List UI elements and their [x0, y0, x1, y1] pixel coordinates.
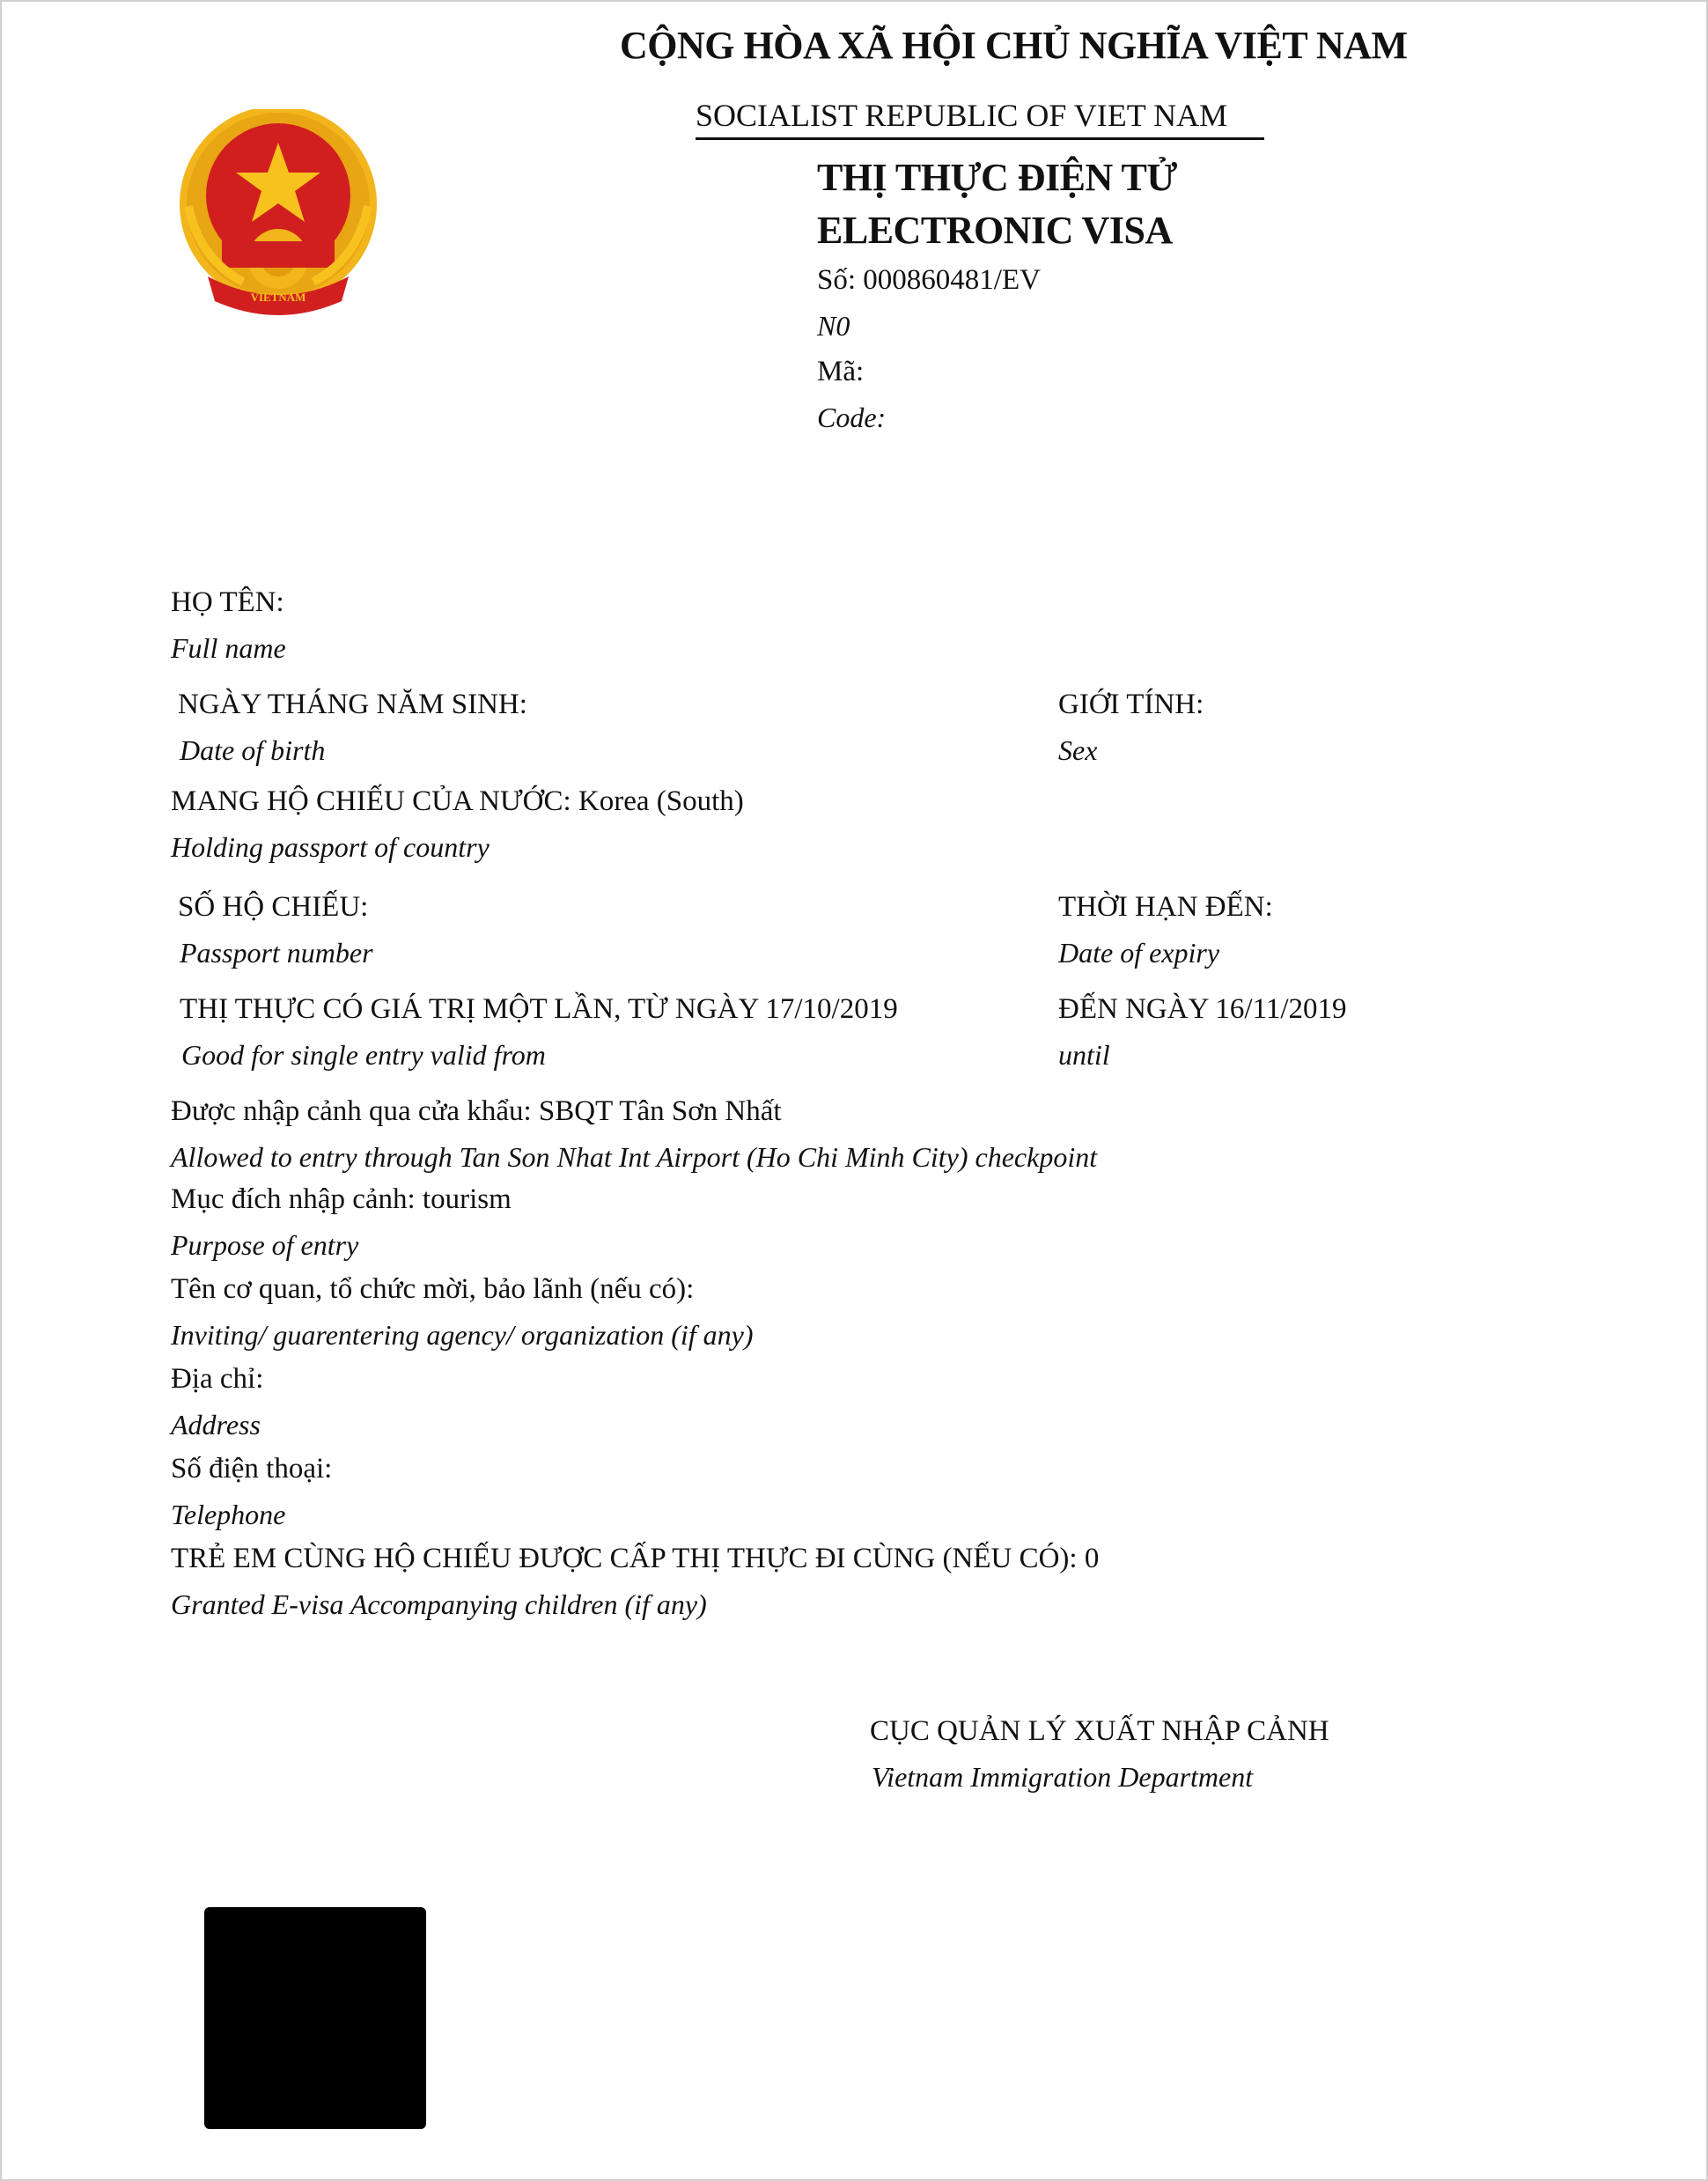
country-name-vn: CỘNG HÒA XÃ HỘI CHỦ NGHĨA VIỆT NAM	[620, 24, 1408, 67]
dob-label: NGÀY THÁNG NĂM SINH:	[178, 689, 527, 720]
issuer-en: Vietnam Immigration Department	[872, 1761, 1254, 1793]
country-underline	[696, 137, 1264, 140]
purpose: Mục đích nhập cảnh: tourism	[171, 1183, 512, 1215]
dob-label-en: Date of birth	[180, 734, 326, 766]
emblem-text: VIETNAM	[250, 291, 306, 304]
inviting-agency-en: Inviting/ guarentering agency/ organization (if any)	[171, 1319, 754, 1351]
purpose-en: Purpose of entry	[171, 1229, 359, 1261]
children-label: TRẺ EM CÙNG HỘ CHIẾU ĐƯỢC CẤP THỊ THỰC ĐI CÙNG (NẾU CÓ): 0	[171, 1543, 1100, 1574]
valid-from-en: Good for single entry valid from	[181, 1039, 546, 1071]
children-label-en: Granted E-visa Accompanying children (if any)	[171, 1588, 707, 1620]
address-label: Địa chỉ:	[171, 1363, 264, 1395]
full-name-label: HỌ TÊN:	[171, 586, 284, 618]
full-name-label-en: Full name	[171, 632, 286, 664]
national-emblem	[173, 109, 384, 321]
sex-label: GIỚI TÍNH:	[1058, 689, 1204, 720]
entry-port: Được nhập cảnh qua cửa khẩu: SBQT Tân Sơn Nhất	[171, 1095, 782, 1127]
redacted-qr-code	[204, 1907, 426, 2129]
phone-label: Số điện thoại:	[171, 1453, 333, 1485]
visa-number-en: N0	[817, 310, 850, 342]
visa-number: Số: 000860481/EV	[817, 264, 1041, 296]
valid-until: ĐẾN NGÀY 16/11/2019	[1058, 993, 1347, 1025]
expiry-label-en: Date of expiry	[1058, 937, 1220, 969]
doc-title-vn: THỊ THỰC ĐIỆN TỬ	[817, 156, 1177, 199]
doc-title-en: ELECTRONIC VISA	[817, 209, 1173, 252]
phone-label-en: Telephone	[171, 1499, 286, 1530]
entry-port-en: Allowed to entry through Tan Son Nhat Int Airport (Ho Chi Minh City) checkpoint	[171, 1141, 1098, 1173]
address-label-en: Address	[171, 1409, 261, 1440]
code-label-en: Code:	[817, 402, 887, 433]
expiry-label: THỜI HẠN ĐẾN:	[1058, 891, 1273, 923]
country-name-en: SOCIALIST REPUBLIC OF VIET NAM	[696, 98, 1228, 133]
code-label-vn: Mã:	[817, 356, 865, 387]
passport-country-en: Holding passport of country	[171, 831, 490, 863]
inviting-agency: Tên cơ quan, tổ chức mời, bảo lãnh (nếu có):	[171, 1273, 695, 1305]
passport-number-label: SỐ HỘ CHIẾU:	[178, 891, 369, 923]
passport-number-label-en: Passport number	[180, 937, 373, 969]
issuer-vn: CỤC QUẢN LÝ XUẤT NHẬP CẢNH	[870, 1715, 1329, 1747]
valid-until-en: until	[1058, 1039, 1110, 1071]
valid-from: THỊ THỰC CÓ GIÁ TRỊ MỘT LẦN, TỪ NGÀY 17/10/2019	[180, 993, 898, 1025]
sex-label-en: Sex	[1058, 734, 1098, 766]
passport-country: MANG HỘ CHIẾU CỦA NƯỚC: Korea (South)	[171, 785, 744, 817]
